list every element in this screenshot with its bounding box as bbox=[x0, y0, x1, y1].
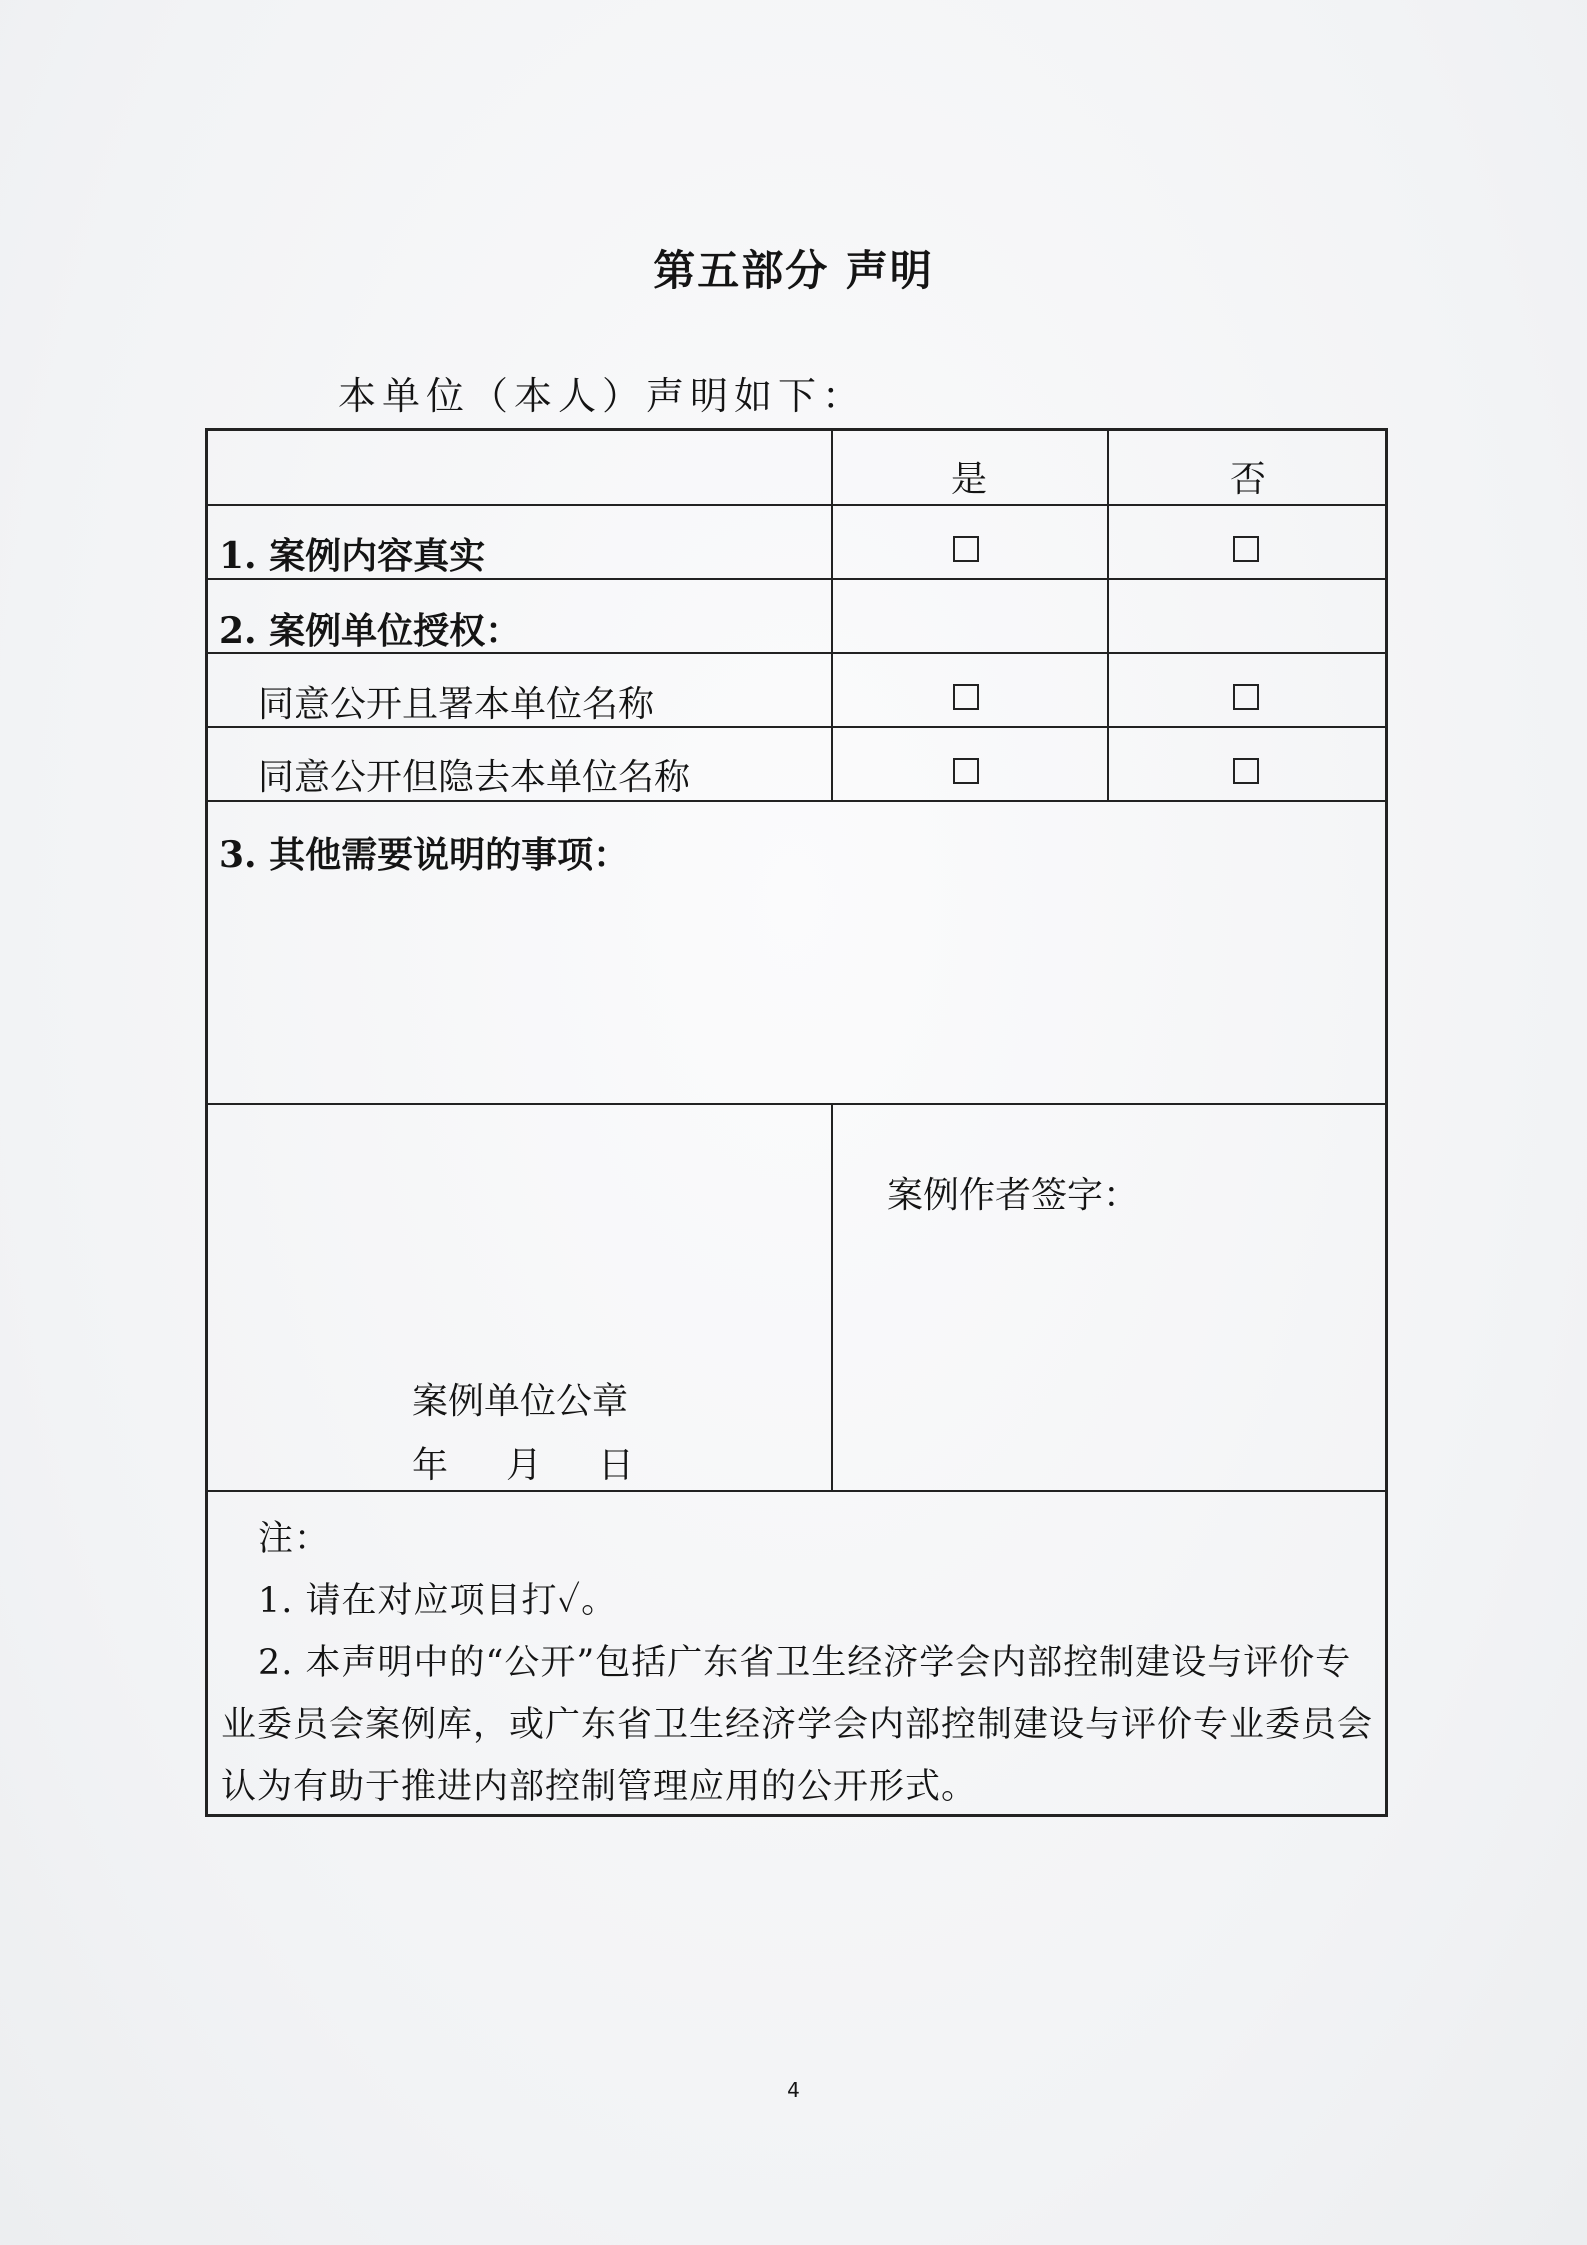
public-anonymous-yes-checkbox[interactable] bbox=[953, 758, 979, 784]
page-title: 第五部分 声明 bbox=[653, 246, 934, 295]
row-public-named-label: 同意公开且署本单位名称 bbox=[258, 684, 655, 725]
note-line: 业委员会案例库，或广东省卫生经济学会内部控制建设与评价专业委员会 bbox=[221, 1705, 1374, 1745]
table-rule bbox=[205, 1490, 1388, 1492]
table-rule bbox=[205, 726, 1388, 728]
public-named-yes-checkbox[interactable] bbox=[953, 684, 979, 710]
row-other-matters-label: 3. 其他需要说明的事项： bbox=[219, 834, 630, 876]
declaration-intro: 本单位（本人）声明如下： bbox=[338, 374, 867, 418]
table-rule bbox=[205, 652, 1388, 654]
public-named-no-checkbox[interactable] bbox=[1233, 684, 1259, 710]
note-line: 1. 请在对应项目打✓。 bbox=[258, 1581, 618, 1621]
table-rule bbox=[831, 1103, 833, 1490]
notes-heading: 注： bbox=[258, 1519, 331, 1559]
date-day: 日 bbox=[598, 1445, 635, 1486]
note-line: 认为有助于推进内部控制管理应用的公开形式。 bbox=[221, 1767, 978, 1807]
row-public-anonymous-label: 同意公开但隐去本单位名称 bbox=[258, 757, 691, 798]
header-no: 否 bbox=[1230, 459, 1267, 500]
header-yes: 是 bbox=[951, 459, 988, 500]
row-authorization-label: 2. 案例单位授权： bbox=[219, 610, 522, 652]
table-rule bbox=[1107, 428, 1109, 800]
date-year: 年 bbox=[412, 1445, 449, 1486]
note-line: 2. 本声明中的“公开”包括广东省卫生经济学会内部控制建设与评价专 bbox=[258, 1643, 1352, 1683]
table-rule bbox=[205, 578, 1388, 580]
author-signature-label: 案例作者签字： bbox=[887, 1175, 1140, 1216]
table-rule bbox=[205, 1103, 1388, 1105]
public-anonymous-no-checkbox[interactable] bbox=[1233, 758, 1259, 784]
seal-label: 案例单位公章 bbox=[412, 1381, 629, 1422]
date-month: 月 bbox=[506, 1445, 543, 1486]
page-number: 4 bbox=[787, 2078, 800, 2102]
row-content-true-label: 1. 案例内容真实 bbox=[219, 535, 486, 577]
content-true-no-checkbox[interactable] bbox=[1233, 536, 1259, 562]
content-true-yes-checkbox[interactable] bbox=[953, 536, 979, 562]
table-rule bbox=[205, 504, 1388, 506]
table-rule bbox=[205, 800, 1388, 802]
table-rule bbox=[831, 428, 833, 800]
